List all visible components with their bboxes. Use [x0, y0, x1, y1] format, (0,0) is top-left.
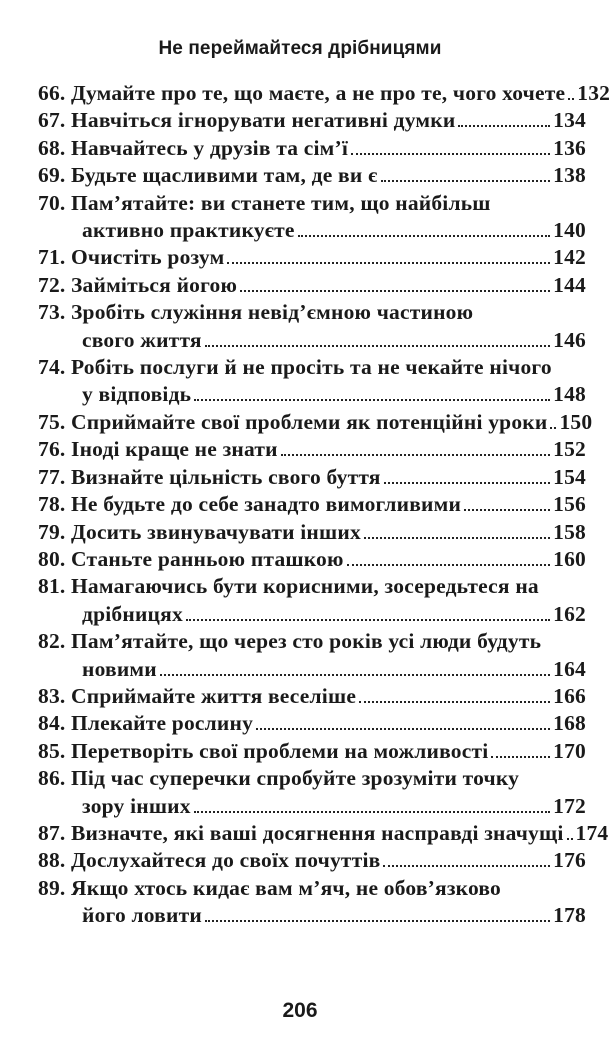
- toc-entry-title: свого життя: [82, 327, 202, 352]
- dot-leader: [491, 756, 550, 758]
- toc-entry-number: 76.: [38, 437, 66, 462]
- toc-entry-line: [38, 875, 586, 902]
- toc-entry-line: [38, 601, 586, 628]
- dot-leader: [347, 564, 551, 566]
- table-of-contents: [38, 80, 610, 930]
- dot-leader: [281, 454, 550, 456]
- dot-leader: [568, 98, 574, 100]
- toc-entry-title: Думайте про те, що маєте, а не про те, чого хочете: [71, 81, 566, 105]
- dot-leader: [458, 125, 550, 127]
- dot-leader: [194, 399, 550, 401]
- toc-entry-number: 83.: [38, 683, 66, 708]
- toc-entry-title: Іноді краще не знати: [71, 437, 278, 462]
- toc-entry-number: 72.: [38, 272, 66, 297]
- toc-entry-title: Визнайте цільність свого буття: [71, 464, 381, 489]
- toc-entry-page: 156: [553, 492, 586, 517]
- toc-entry-line: [38, 902, 586, 929]
- toc-entry-page: 168: [553, 711, 586, 736]
- dot-leader: [186, 619, 550, 621]
- toc-entry-page: 158: [553, 519, 586, 544]
- toc-entry: [38, 162, 586, 189]
- toc-entry-title: Дослухайтеся до своїх почуттів: [71, 848, 381, 873]
- toc-entry: [38, 628, 586, 683]
- toc-entry: [38, 847, 586, 874]
- toc-entry: [38, 107, 586, 134]
- toc-entry-title: Визначте, які ваші досягнення насправді значущі: [71, 820, 564, 845]
- toc-entry-title: Сприймайте свої проблеми як потенційні уроки: [71, 409, 548, 434]
- dot-leader: [160, 674, 550, 676]
- toc-entry-line: [38, 299, 586, 326]
- toc-entry-number: 74.: [38, 355, 66, 380]
- dot-leader: [205, 920, 550, 922]
- toc-entry-title: його ловити: [82, 903, 202, 928]
- toc-entry-title: Очистіть розум: [71, 245, 225, 270]
- toc-entry-number: 70.: [38, 190, 66, 215]
- dot-leader: [194, 811, 550, 813]
- dot-leader: [381, 180, 551, 182]
- toc-entry-number: 68.: [38, 135, 66, 160]
- toc-entry: [38, 875, 586, 930]
- toc-entry-title: Плекайте рослину: [71, 711, 254, 736]
- toc-entry-number: 82.: [38, 629, 66, 654]
- toc-entry: [38, 820, 609, 847]
- toc-entry-number: 85.: [38, 738, 66, 763]
- toc-entry: [38, 710, 586, 737]
- toc-entry-page: 140: [553, 218, 586, 243]
- dot-leader: [256, 728, 550, 730]
- toc-entry-line: [38, 190, 586, 217]
- toc-entry-line: [38, 546, 586, 573]
- toc-entry-page: 162: [553, 601, 586, 626]
- toc-entry-line: [38, 354, 586, 381]
- toc-entry-number: 80.: [38, 546, 66, 571]
- page-number: 206: [282, 999, 318, 1022]
- toc-entry-line: [38, 436, 586, 463]
- toc-entry-number: 75.: [38, 409, 66, 434]
- toc-entry-page: 152: [553, 437, 586, 462]
- toc-entry-line: [38, 162, 586, 189]
- toc-entry-page: 160: [553, 546, 586, 571]
- toc-entry: [38, 738, 586, 765]
- toc-entry-page: 164: [553, 656, 586, 681]
- toc-entry: [38, 436, 586, 463]
- toc-entry-page: 150: [559, 409, 593, 434]
- toc-entry-line: [38, 135, 586, 162]
- toc-entry: [38, 573, 586, 628]
- toc-entry-page: 154: [553, 464, 586, 489]
- toc-entry-number: 69.: [38, 163, 66, 188]
- toc-entry-number: 88.: [38, 848, 66, 873]
- toc-entry-page: 174: [575, 820, 609, 845]
- toc-entry-title: Не будьте до себе занадто вимогливими: [71, 492, 462, 517]
- dot-leader: [567, 838, 573, 840]
- toc-entry-number: 86.: [38, 766, 66, 791]
- dot-leader: [383, 865, 550, 867]
- toc-entry-page: 176: [553, 848, 586, 873]
- toc-entry-line: [38, 217, 586, 244]
- toc-entry-line: [38, 683, 586, 710]
- toc-entry-number: 81.: [38, 574, 66, 599]
- dot-leader: [364, 537, 550, 539]
- toc-entry-number: 78.: [38, 492, 66, 517]
- toc-entry-title: Сприймайте життя веселіше: [71, 683, 357, 708]
- toc-entry-page: 172: [553, 793, 586, 818]
- toc-entry-line: [38, 738, 586, 765]
- toc-entry-title: Якщо хтось кидає вам м’яч, не обов’язково: [71, 875, 501, 900]
- toc-entry-line: [38, 573, 586, 600]
- toc-entry-title: Пам’ятайте, що через сто років усі люди будуть: [71, 629, 542, 654]
- dot-leader: [240, 290, 550, 292]
- toc-entry: [38, 299, 586, 354]
- toc-entry-number: 66.: [38, 81, 66, 105]
- dot-leader: [298, 235, 550, 237]
- toc-entry-line: [38, 628, 586, 655]
- toc-entry-number: 77.: [38, 464, 66, 489]
- toc-entry-title: Навчіться ігнорувати негативні думки: [71, 108, 456, 133]
- toc-entry-line: [38, 272, 586, 299]
- dot-leader: [351, 153, 550, 155]
- dot-leader: [227, 262, 550, 264]
- toc-entry-line: [38, 464, 586, 491]
- toc-entry-page: 148: [553, 382, 586, 407]
- toc-entry-page: 134: [553, 108, 586, 133]
- toc-entry-title: у відповідь: [82, 382, 192, 407]
- toc-entry-page: 132: [577, 81, 610, 105]
- toc-entry: [38, 80, 610, 107]
- toc-entry-line: [38, 107, 586, 134]
- toc-entry: [38, 272, 586, 299]
- toc-entry-line: [38, 820, 609, 847]
- toc-entry-title: Досить звинувачувати інших: [71, 519, 361, 544]
- toc-entry-line: [38, 409, 593, 436]
- toc-entry-line: [38, 710, 586, 737]
- toc-entry-line: [38, 656, 586, 683]
- toc-entry-title: Робіть послуги й не просіть та не чекайте нічого: [71, 355, 552, 380]
- dot-leader: [384, 482, 551, 484]
- toc-entry: [38, 354, 586, 409]
- toc-entry-title: зору інших: [82, 793, 191, 818]
- toc-entry-number: 84.: [38, 711, 66, 736]
- toc-entry: [38, 546, 586, 573]
- toc-entry-line: [38, 491, 586, 518]
- toc-entry-line: [38, 793, 586, 820]
- toc-entry: [38, 244, 586, 271]
- toc-entry-title: Зробіть служіння невід’ємною частиною: [71, 300, 474, 325]
- dot-leader: [359, 701, 550, 703]
- dot-leader: [205, 345, 550, 347]
- toc-entry-title: активно практикуєте: [82, 218, 295, 243]
- dot-leader: [464, 509, 550, 511]
- toc-entry-page: 144: [553, 272, 586, 297]
- toc-entry-page: 138: [553, 163, 586, 188]
- toc-entry-line: [38, 244, 586, 271]
- toc-entry-line: [38, 519, 586, 546]
- toc-entry-page: 166: [553, 683, 586, 708]
- toc-entry-title: новими: [82, 656, 157, 681]
- toc-entry-title: Навчайтесь у друзів та сім’ї: [71, 135, 349, 160]
- toc-entry-page: 136: [553, 135, 586, 160]
- toc-entry: [38, 683, 586, 710]
- toc-entry: [38, 190, 586, 245]
- toc-entry-line: [38, 381, 586, 408]
- toc-entry-line: [38, 327, 586, 354]
- toc-entry-line: [38, 80, 610, 107]
- toc-entry-page: 146: [553, 327, 586, 352]
- running-head: Не переймайтеся дрібницями: [158, 38, 442, 59]
- dot-leader: [550, 427, 556, 429]
- toc-entry: [38, 491, 586, 518]
- toc-entry-page: 142: [553, 245, 586, 270]
- toc-entry-title: Під час суперечки спробуйте зрозуміти точку: [71, 766, 520, 791]
- toc-entry: [38, 135, 586, 162]
- toc-entry-page: 178: [553, 903, 586, 928]
- toc-entry-title: Станьте ранньою пташкою: [71, 546, 344, 571]
- toc-entry-title: Намагаючись бути корисними, зосередьтеся на: [71, 574, 539, 599]
- toc-entry-number: 87.: [38, 820, 66, 845]
- toc-entry-number: 89.: [38, 875, 66, 900]
- toc-entry-number: 71.: [38, 245, 66, 270]
- toc-entry-title: Займіться йогою: [71, 272, 238, 297]
- toc-entry-title: Пам’ятайте: ви станете тим, що найбільш: [71, 190, 491, 215]
- toc-entry-title: Перетворіть свої проблеми на можливості: [71, 738, 489, 763]
- toc-entry-title: дрібницях: [82, 601, 183, 626]
- toc-entry-title: Будьте щасливими там, де ви є: [71, 163, 378, 188]
- toc-entry: [38, 765, 586, 820]
- toc-entry-number: 79.: [38, 519, 66, 544]
- toc-entry-page: 170: [553, 738, 586, 763]
- toc-entry: [38, 409, 593, 436]
- toc-entry-number: 73.: [38, 300, 66, 325]
- toc-entry-number: 67.: [38, 108, 66, 133]
- toc-entry: [38, 519, 586, 546]
- toc-entry-line: [38, 847, 586, 874]
- toc-entry-line: [38, 765, 586, 792]
- toc-entry: [38, 464, 586, 491]
